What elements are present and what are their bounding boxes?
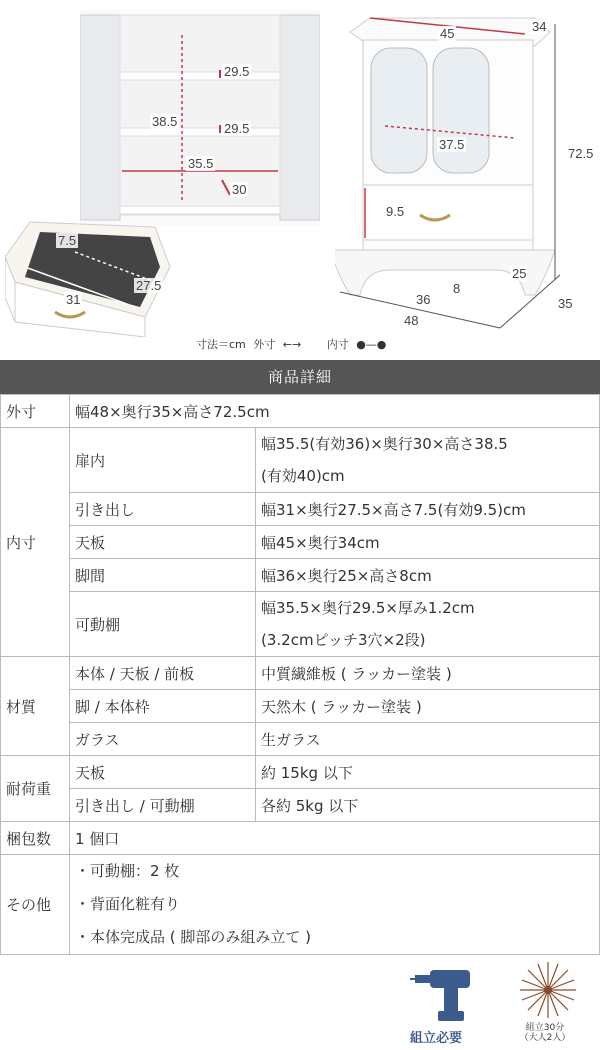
value-outer: 幅48×奥行35×高さ72.5cm xyxy=(70,395,600,428)
spec-table xyxy=(0,394,600,955)
table-row xyxy=(1,855,600,955)
cat-load: 耐荷重 xyxy=(1,756,70,822)
section-title: 商品詳細 xyxy=(0,360,600,394)
cat-other: その他 xyxy=(1,855,70,955)
table-row xyxy=(1,559,600,592)
dimension-legend xyxy=(196,336,390,352)
table-row xyxy=(1,526,600,559)
value-shelf-line2: (3.2cmピッチ3穴×2段) xyxy=(261,631,426,649)
sub-door-inside: 扉内 xyxy=(70,428,256,493)
sub-leg-gap: 脚間 xyxy=(70,559,256,592)
sub-material-glass: ガラス xyxy=(70,723,256,756)
sub-material-body: 本体 / 天板 / 前板 xyxy=(70,657,256,690)
dim-outer-depth: 35 xyxy=(558,296,573,311)
product-image-area xyxy=(0,0,600,360)
other-item: ・本体完成品 ( 脚部のみ組み立て ) xyxy=(75,928,312,946)
dim-inner-depth-line: 37.5 xyxy=(439,137,465,152)
dim-leg-gap-width: 36 xyxy=(416,292,431,307)
sub-drawer: 引き出し xyxy=(70,493,256,526)
assembly-time-label xyxy=(515,1023,575,1043)
dim-drawer-height: 9.5 xyxy=(386,204,405,219)
dim-drawer-inner-width: 31 xyxy=(66,292,81,307)
value-shelf xyxy=(256,592,600,657)
legend-inner-line-icon: ●—● xyxy=(356,338,387,351)
dim-outer-width-top: 45 xyxy=(440,26,455,41)
table-row xyxy=(1,395,600,428)
table-row xyxy=(1,657,600,690)
legend-inner: 内寸 xyxy=(326,338,349,351)
dim-shelf-gap-lower: 29.5 xyxy=(224,121,250,136)
value-top-board: 幅45×奥行34cm xyxy=(256,526,600,559)
dim-leg-gap-height: 8 xyxy=(453,281,461,296)
dim-shelf-depth: 30 xyxy=(232,182,247,197)
dim-top-depth: 34 xyxy=(532,19,547,34)
power-drill-icon xyxy=(410,965,480,1025)
table-row xyxy=(1,592,600,657)
table-row xyxy=(1,723,600,756)
sub-shelf: 可動棚 xyxy=(70,592,256,657)
value-material-legs: 天然木 ( ラッカー塗装 ) xyxy=(256,690,600,723)
value-material-body: 中質繊維板 ( ラッカー塗装 ) xyxy=(256,657,600,690)
value-door-inside xyxy=(256,428,600,493)
interior-photo xyxy=(80,10,320,225)
cat-material: 材質 xyxy=(1,657,70,756)
legend-unit: 寸法＝cm xyxy=(196,338,246,351)
cat-inner: 内寸 xyxy=(1,428,70,657)
value-load-drawer: 各約 5kg 以下 xyxy=(256,789,600,822)
dim-drawer-inner-height: 7.5 xyxy=(58,233,77,248)
table-row xyxy=(1,756,600,789)
table-row xyxy=(1,789,600,822)
value-drawer: 幅31×奥行27.5×高さ7.5(有効9.5)cm xyxy=(256,493,600,526)
dim-outer-height: 72.5 xyxy=(568,146,594,161)
value-other xyxy=(70,855,600,955)
assembly-info xyxy=(0,955,600,1050)
table-row xyxy=(1,822,600,855)
assembly-time-icon xyxy=(518,960,578,1020)
value-shelf-line1: 幅35.5×奥行29.5×厚み1.2cm xyxy=(261,599,475,617)
legend-outer: 外寸 xyxy=(253,338,276,351)
dim-leg-gap-depth: 25 xyxy=(512,266,527,281)
cat-outer: 外寸 xyxy=(1,395,70,428)
value-door-inside-line2: (有効40)cm xyxy=(261,467,345,485)
legend-outer-arrow-icon: ←→ xyxy=(282,338,302,351)
value-package: 1 個口 xyxy=(70,822,600,855)
drawer-photo xyxy=(5,212,175,337)
table-row xyxy=(1,690,600,723)
dim-outer-width: 48 xyxy=(404,313,419,328)
value-door-inside-line1: 幅35.5(有効36)×奥行30×高さ38.5 xyxy=(261,435,508,453)
dim-drawer-inner-depth: 27.5 xyxy=(136,278,162,293)
sub-load-drawer: 引き出し / 可動棚 xyxy=(70,789,256,822)
other-item: ・背面化粧有り xyxy=(75,895,181,913)
value-leg-gap: 幅36×奥行25×高さ8cm xyxy=(256,559,600,592)
table-row xyxy=(1,428,600,493)
value-load-top: 約 15kg 以下 xyxy=(256,756,600,789)
sub-load-top: 天板 xyxy=(70,756,256,789)
assembly-required-label: 組立必要 xyxy=(410,1031,463,1046)
sub-top-board: 天板 xyxy=(70,526,256,559)
value-material-glass: 生ガラス xyxy=(256,723,600,756)
dim-interior-height: 38.5 xyxy=(152,114,178,129)
assembly-time-line2: （大人2人） xyxy=(519,1033,571,1043)
dim-shelf-gap-upper: 29.5 xyxy=(224,64,250,79)
table-row xyxy=(1,493,600,526)
cabinet-photo xyxy=(335,10,600,335)
sub-material-legs: 脚 / 本体枠 xyxy=(70,690,256,723)
cat-package: 梱包数 xyxy=(1,822,70,855)
dim-interior-width: 35.5 xyxy=(188,156,214,171)
assembly-time-line1: 組立30分 xyxy=(525,1023,565,1033)
other-item: ・可動棚：2 枚 xyxy=(75,862,180,880)
